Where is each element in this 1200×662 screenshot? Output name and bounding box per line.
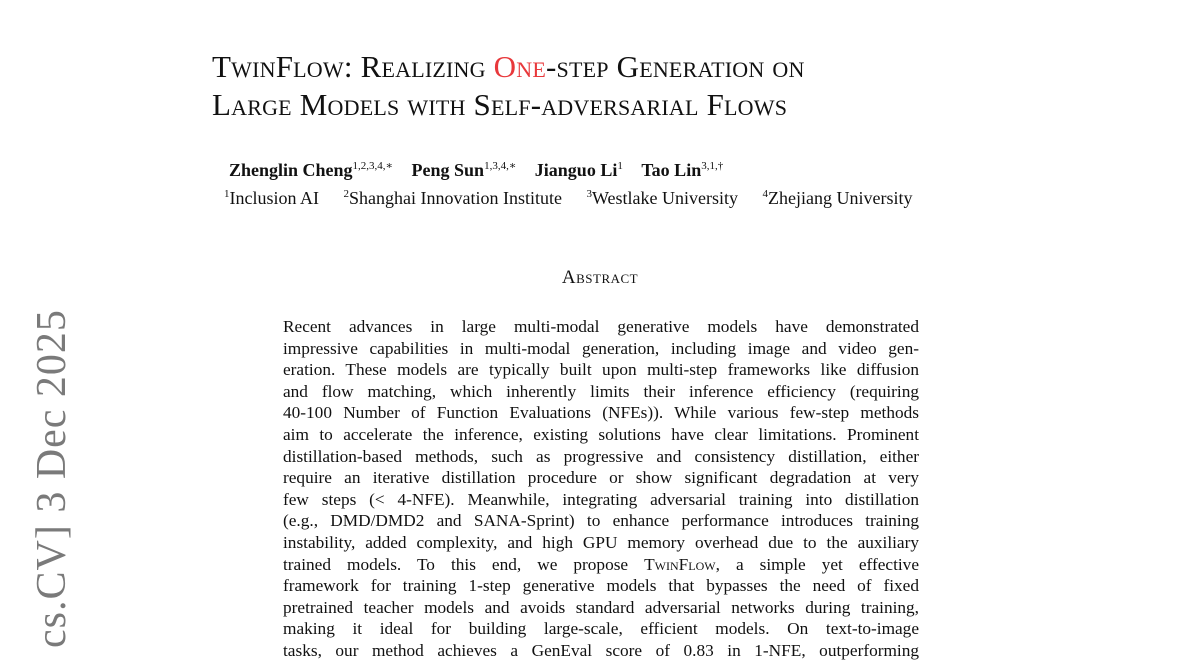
abstract-line: (e.g., DMD/DMD2 and SANA-Sprint) to enhance performance introduces training bbox=[283, 511, 919, 531]
abstract-line: framework for training 1-step generative models that bypasses the need of fixed bbox=[283, 576, 919, 596]
author-entry bbox=[412, 160, 517, 181]
author-name: Jianguo Li bbox=[534, 160, 618, 180]
abstract-line: tasks, our method achieves a GenEval score of 0.83 in 1-NFE, outperforming bbox=[283, 640, 919, 660]
abstract-line: 40-100 Number of Function Evaluations (NFEs)). While various few-step methods bbox=[283, 403, 919, 423]
abstract-line: and flow matching, which inherently limits their inference efficiency (requiring bbox=[283, 381, 919, 401]
affiliation-name: Inclusion AI bbox=[229, 188, 319, 208]
abstract-line: pretrained teacher models and avoids standard adversarial networks during training, bbox=[283, 597, 919, 617]
title-text: TwinFlow: Realizing bbox=[212, 49, 494, 84]
author-superscript: 1,2,3,4,∗ bbox=[352, 160, 394, 172]
author-name: Zhenglin Cheng bbox=[229, 160, 353, 180]
title-line-1 bbox=[212, 48, 1032, 86]
abstract-line: require an iterative distillation procedure or show significant degradation at very bbox=[283, 468, 919, 488]
abstract-line: aim to accelerate the inference, existing solutions have clear limitations. Prominent bbox=[283, 424, 919, 444]
author-name: Peng Sun bbox=[411, 160, 485, 180]
author-superscript: 1,3,4,∗ bbox=[484, 160, 517, 172]
affiliation-superscript: 4 bbox=[762, 188, 768, 200]
author-entry bbox=[641, 160, 723, 181]
affiliation-superscript: 3 bbox=[586, 188, 592, 200]
affiliation-superscript: 1 bbox=[224, 188, 230, 200]
affiliation-name: Westlake University bbox=[591, 188, 738, 208]
affiliation-name: Zhejiang University bbox=[767, 188, 913, 208]
affiliation-entry bbox=[586, 188, 738, 209]
author-entry bbox=[535, 160, 623, 181]
affiliation-superscript: 2 bbox=[343, 188, 349, 200]
author-name: Tao Lin bbox=[641, 160, 702, 180]
method-name: TwinFlow bbox=[644, 554, 716, 574]
affiliation-entry bbox=[344, 188, 562, 209]
affiliation-entry bbox=[224, 188, 319, 209]
abstract-line: few steps (< 4-NFE). Meanwhile, integrating adversarial training into distillation bbox=[283, 489, 919, 509]
abstract-line: trained models. To this end, we propose TwinFlow, a simple yet effective bbox=[283, 554, 919, 574]
author-entry bbox=[229, 160, 393, 181]
abstract-line: eration. These models are typically built upon multi-step frameworks like diffusion bbox=[283, 360, 919, 380]
affiliation-entry bbox=[762, 188, 912, 209]
abstract-line: making it ideal for building large-scale, efficient models. On text-to-image bbox=[283, 619, 919, 639]
author-superscript: 3,1,† bbox=[701, 160, 724, 172]
abstract-line: distillation-based methods, such as progressive and consistency distillation, either bbox=[283, 446, 919, 466]
title-text: -step Generation on bbox=[546, 49, 805, 84]
paper-title bbox=[212, 48, 1032, 124]
title-accent-word: One bbox=[493, 49, 546, 84]
abstract-body bbox=[283, 316, 919, 662]
abstract-line: instability, added complexity, and high GPU memory overhead due to the auxiliary bbox=[283, 532, 919, 552]
author-superscript: 1 bbox=[617, 160, 623, 172]
arxiv-side-stamp: cs.CV] 3 Dec 2025 bbox=[29, 309, 75, 648]
title-line-2: Large Models with Self-adversarial Flows bbox=[212, 87, 788, 122]
abstract-heading: Abstract bbox=[561, 267, 639, 288]
affiliation-name: Shanghai Innovation Institute bbox=[349, 188, 562, 208]
affiliation-list bbox=[224, 188, 932, 209]
author-list bbox=[229, 160, 737, 181]
abstract-line: impressive capabilities in multi-modal generation, including image and video gen- bbox=[283, 338, 919, 358]
abstract-line: Recent advances in large multi-modal generative models have demonstrated bbox=[283, 317, 919, 336]
